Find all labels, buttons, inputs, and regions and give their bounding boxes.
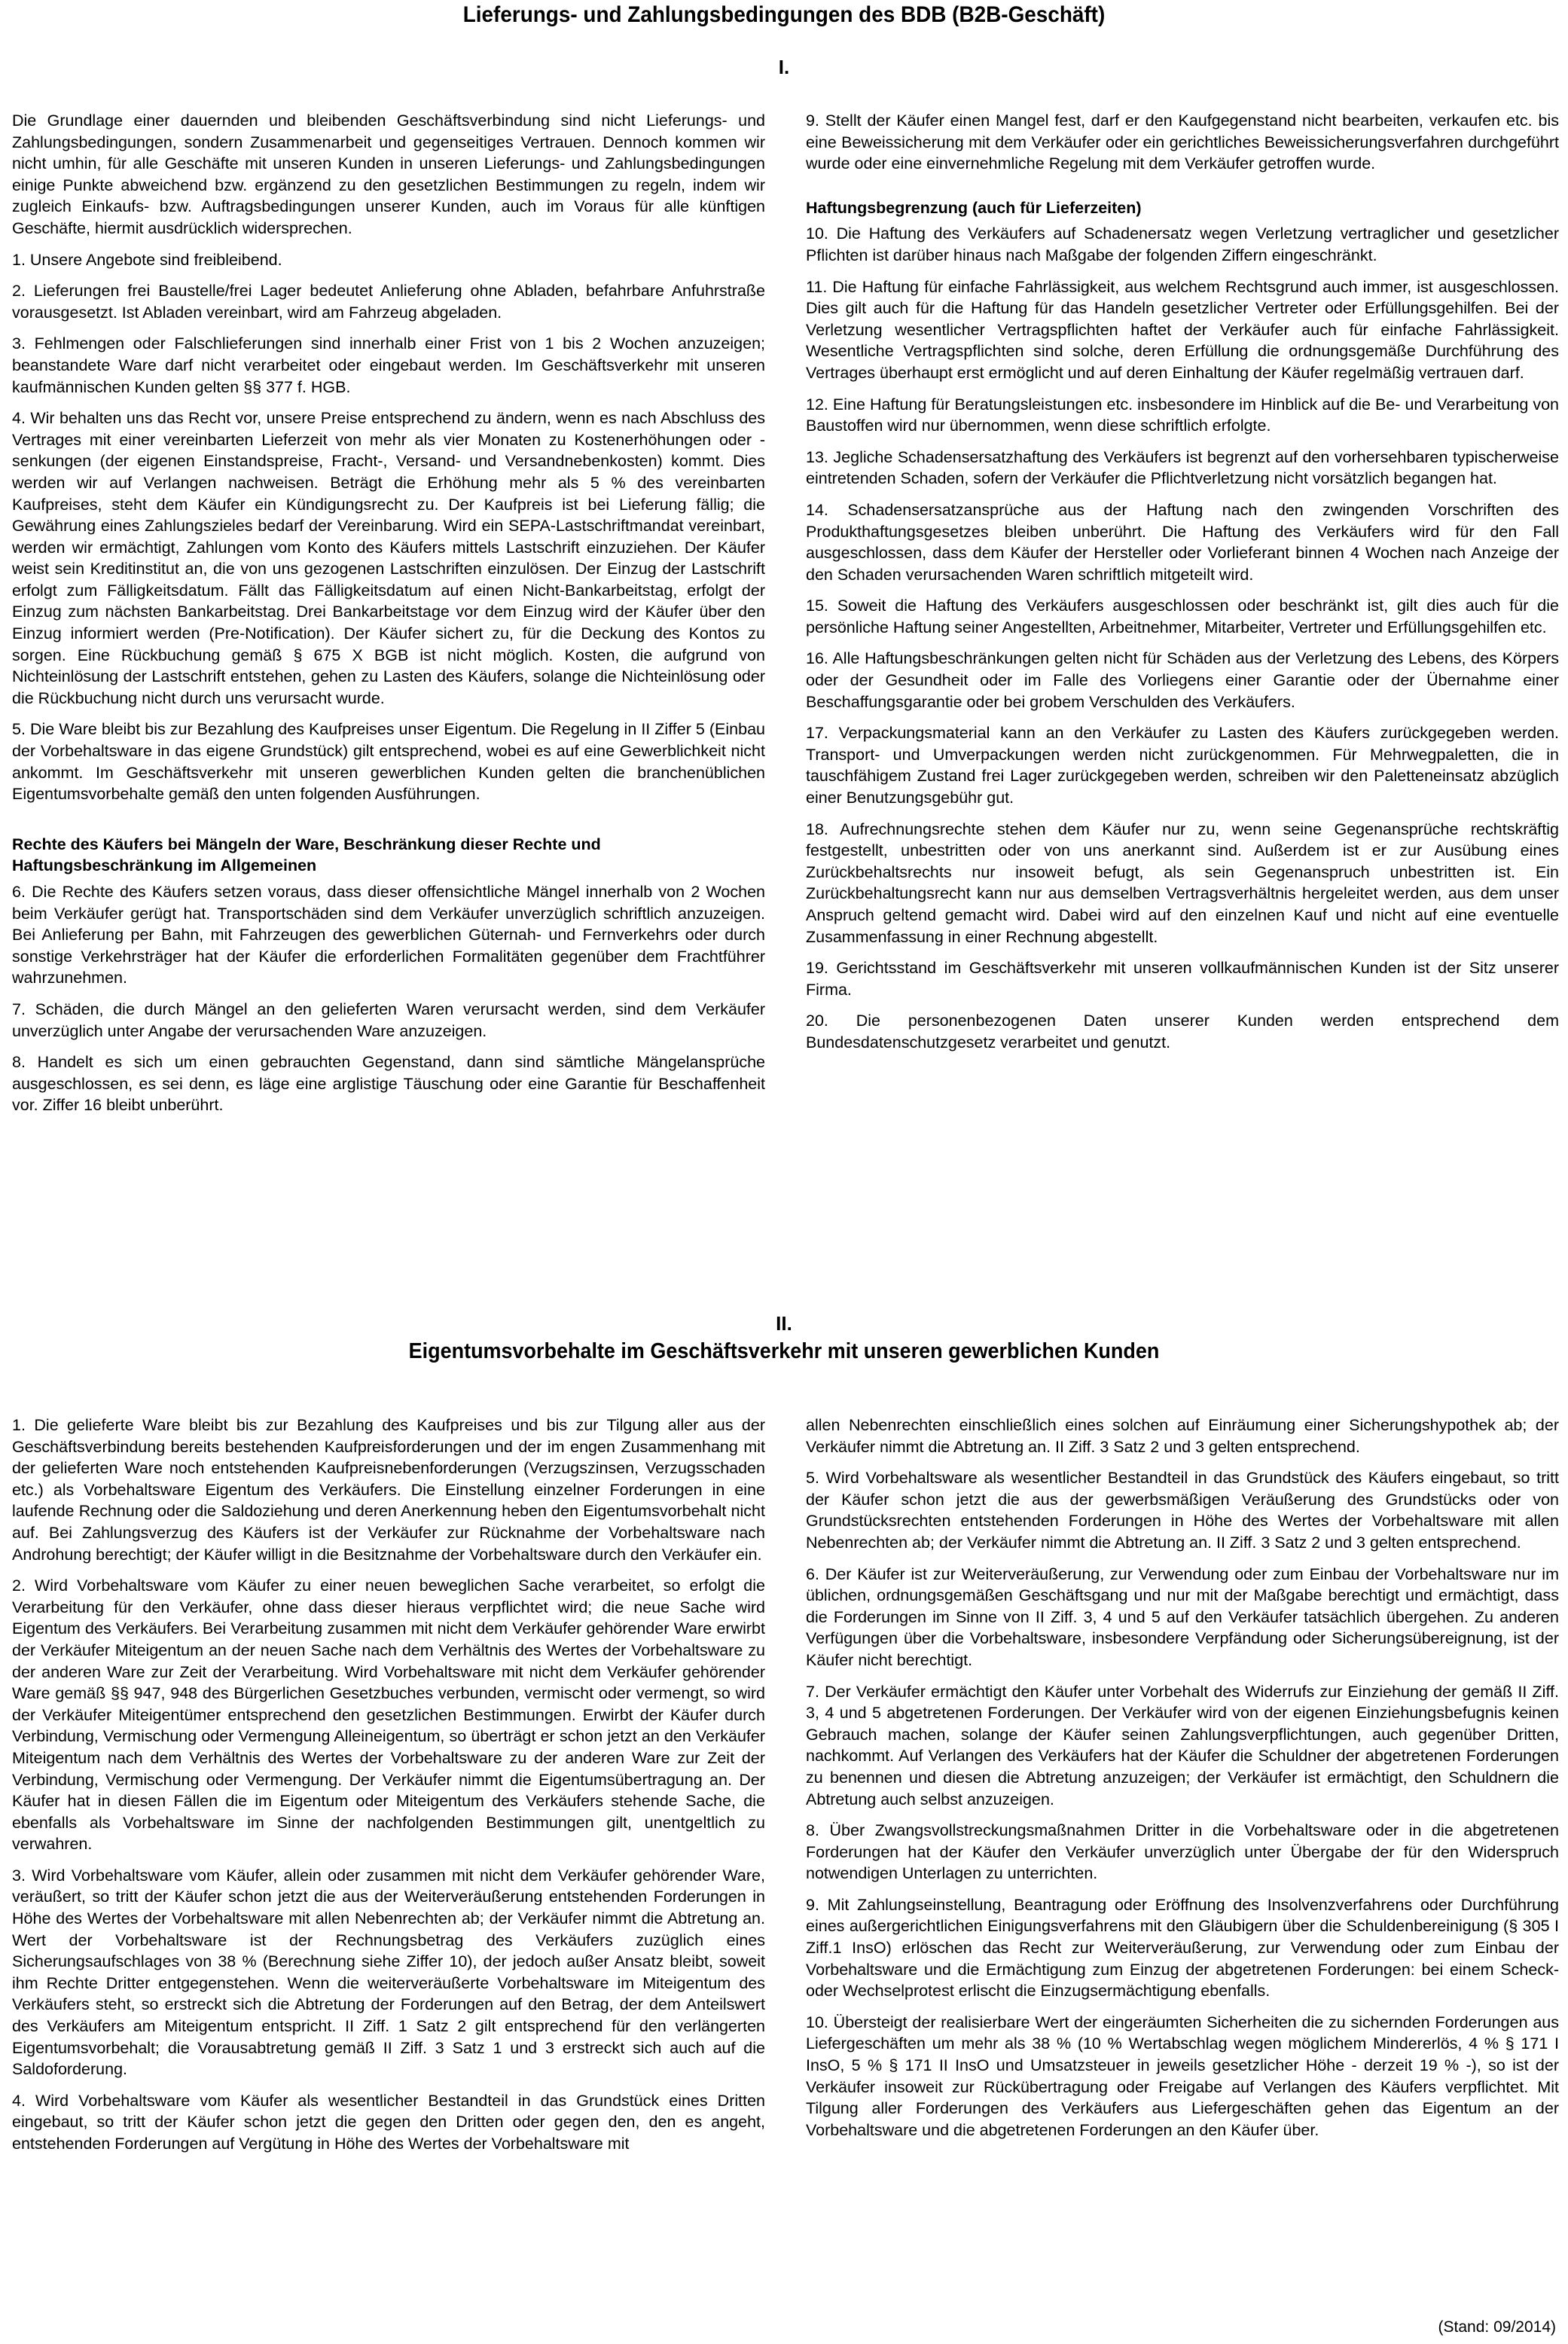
section-2-title: Eigentumsvorbehalte im Geschäftsverkehr mit unseren gewerblichen Kunden — [408, 1339, 1160, 1363]
ev-clause-9: 9. Mit Zahlungseinstellung, Beantragung oder Eröffnung des Insolvenzverfahrens oder Durchführung eines außergerichtlichen Einigungsverfahrens mit den Gläubigern über die Schuldenbereinigung (§ 305 I Ziff.1 InsO) erlöschen das Recht zur Weiterveräußerung, zur Verwendung oder zum Einbau der Vorbehaltsware und die Ermächtigung zum Einzug der abgetretenen Forderungen: bei einem Scheck- oder Wechselprotest erlischt die Einzugsermächtigung ebenfalls. — [806, 1895, 1559, 2001]
clause-4: 4. Wir behalten uns das Recht vor, unsere Preise entsprechend zu ändern, wenn es nach Abschluss des Vertrages mit einer vereinbarten Lieferzeit von mehr als vier Monaten zu Kostenerhöhungen oder -senkungen (der eigenen Einstandspreise, Fracht-, Versand- und Versandnebenkosten) kommt. Dies werden wir auf Verlangen nachweisen. Beträgt die Erhöhung mehr als 5 % des vereinbarten Kaufpreises, steht dem Käufer ein Kündigungsrecht zu. Der Kaufpreis ist bei Lieferung fällig; die Gewährung eines Zahlungszieles bedarf der Vereinbarung. Wird ein SEPA-Lastschriftmandat vereinbart, werden wir ermächtigt, Zahlungen vom Konto des Käufers mittels Lastschrift einzuziehen. Der Käufer weist sein Kreditinstitut an, die von uns gezogenen Lastschriften einzulösen. Der Einzug der Lastschrift erfolgt zum Fälligkeitsdatum. Fällt das Fälligkeitsdatum auf einen Nicht-Bankarbeitstag, erfolgt der Einzug zum nächsten Bankarbeitstag. Drei Bankarbeitstage vor dem Einzug wird der Käufer über den Einzug informiert werden (Pre-Notification). Der Käufer sichert zu, für die Deckung des Kontos zu sorgen. Eine Rückbuchung gemäß § 675 X BGB ist nicht möglich. Kosten, die aufgrund von Nichteinlösung der Lastschrift entstehen, gehen zu Lasten des Käufers, solange die Nichteinlösung oder die Rückbuchung nicht durch uns verursacht wurde. — [12, 409, 765, 707]
intro-paragraph: Die Grundlage einer dauernden und bleibenden Geschäftsverbindung sind nicht Lieferungs- und Zahlungsbedingungen, sondern Zusammenarbeit und gegenseitiges Vertrauen. Dennoch kommen wir nicht umhin, für alle Geschäfte mit unseren Kunden in unseren Lieferungs- und Zahlungsbedingungen einige Punkte abweichend bzw. ergänzend zu den gesetzlichen Bestimmungen zu regeln, indem wir zugleich Einkaufs- bzw. Auftragsbedingungen unserer Kunden, auch im Voraus für alle künftigen Geschäfte, hiermit ausdrücklich widersprechen. — [12, 111, 765, 237]
clause-2: 2. Lieferungen frei Baustelle/frei Lager bedeutet Anlieferung ohne Abladen, befahrbare Anfuhrstraße vorausgesetzt. Ist Abladen vereinbart, wird am Fahrzeug abgeladen. — [12, 282, 765, 322]
version-stamp: (Stand: 09/2014) — [1438, 2318, 1556, 2336]
ev-clause-2: 2. Wird Vorbehaltsware vom Käufer zu einer neuen beweglichen Sache verarbeitet, so erfolgt die Verarbeitung für den Verkäufer, ohne dass dieser hieraus verpflichtet wird; die neue Sache wird Eigentum des Verkäufers. Bei Verarbeitung zusammen mit nicht dem Verkäufer gehörender Ware erwirbt der Verkäufer Miteigentum an der neuen Sache nach dem Verhältnis des Wertes der Vorbehaltsware zu der anderen Ware zur Zeit der Verarbeitung. Wird Vorbehaltsware mit nicht dem Verkäufer gehörender Ware gemäß §§ 947, 948 des Bürgerlichen Gesetzbuches verbunden, vermischt oder vermengt, so wird der Verkäufer Miteigentümer entsprechend den gesetzlichen Bestimmungen. Erwirbt der Käufer durch Verbindung, Vermischung oder Vermengung Alleineigentum, so überträgt er schon jetzt an den Verkäufer Miteigentum nach dem Verhältnis des Wertes der Vorbehaltsware zu der anderen Ware zur Zeit der Verbindung, Vermischung oder Vermengung. Der Verkäufer nimmt die Eigentumsübertragung an. Der Käufer hat in diesen Fällen die im Eigentum oder Miteigentum des Verkäufers stehende Sache, die ebenfalls als Vorbehaltsware im Sinne der nachfolgenden Bestimmungen gilt, unentgeltlich zu verwahren. — [12, 1576, 765, 1854]
clause-14: 14. Schadensersatzansprüche aus der Haftung nach den zwingenden Vorschriften des Produkthaftungsgesetzes bleiben unberührt. Die Haftung des Verkäufers wird für den Fall ausgeschlossen, dass dem Käufer der Hersteller oder Vorlieferant binnen 4 Wochen nach Anzeige der den Schaden verursachenden Waren schriftlich mitgeteilt wird. — [806, 500, 1559, 584]
clause-6: 6. Die Rechte des Käufers setzen voraus, dass dieser offensichtliche Mängel innerhalb von 2 Wochen beim Verkäufer gerügt hat. Transportschäden sind dem Verkäufer unverzüglich schriftlich anzuzeigen. Bei Anlieferung per Bahn, mit Fahrzeugen des gewerblichen Güternah- und Fernverkehrs oder durch sonstige Verkehrsträger hat der Käufer die erforderlichen Formalitäten gegenüber dem Frachtführer wahrzunehmen. — [12, 883, 765, 987]
clause-13: 13. Jegliche Schadensersatzhaftung des Verkäufers ist begrenzt auf den vorhersehbaren typischerweise eintretenden Schaden, sofern der Verkäufer die Pflichtverletzung nicht vorsätzlich begangen hat. — [806, 447, 1559, 488]
clause-19: 19. Gerichtsstand im Geschäftsverkehr mit unseren vollkaufmännischen Kunden ist der Sitz unserer Firma. — [806, 959, 1559, 999]
clause-12: 12. Eine Haftung für Beratungsleistungen etc. insbesondere im Hinblick auf die Be- und Verarbeitung von Baustoffen wird nur übernommen, wenn diese schriftlich erfolgte. — [806, 395, 1559, 435]
heading-maengelrechte: Rechte des Käufers bei Mängeln der Ware, Beschränkung dieser Rechte und Haftungsbeschränkung im Allgemeinen — [12, 835, 601, 875]
clause-15: 15. Soweit die Haftung des Verkäufers ausgeschlossen oder beschränkt ist, gilt dies auch für die persönliche Haftung seiner Angestellten, Arbeitnehmer, Mitarbeiter, Vertreter und Erfüllungsgehilfen etc. — [806, 597, 1559, 636]
ev-clause-10: 10. Übersteigt der realisierbare Wert der eingeräumten Sicherheiten die zu sichernden Forderungen aus Liefergeschäften um mehr als 38 % (10 % Wertabschlag wegen möglichem Mindererlös, 4 % § 171 I InsO, 5 % § 171 II InsO und Umsatzsteuer in jeweils gesetzlicher Höhe - derzeit 19 % -), so ist der Verkäufer insoweit zur Rückübertragung oder Freigabe auf Verlangen des Käufers verpflichtet. Mit Tilgung aller Forderungen des Verkäufers aus Liefergeschäften gehen das Eigentum an der Vorbehaltsware und die abgetretenen Forderungen an den Käufer über. — [806, 2013, 1559, 2139]
clause-5: 5. Die Ware bleibt bis zur Bezahlung des Kaufpreises unser Eigentum. Die Regelung in II Ziffer 5 (Einbau der Vorbehaltsware in das eigene Grundstück) gilt entsprechend, wobei es auf eine Gewerblichkeit nicht ankommt. Im Geschäftsverkehr mit unseren gewerblichen Kunden gelten die branchenüblichen Eigentumsvorbehalte gemäß den unten folgenden Ausführungen. — [12, 720, 765, 804]
ev-clause-6: 6. Der Käufer ist zur Weiterveräußerung, zur Verwendung oder zum Einbau der Vorbehaltsware nur im üblichen, ordnungsgemäßen Geschäftsgang und nur mit der Maßgabe berechtigt und ermächtigt, dass die Forderungen im Sinne von II Ziff. 3, 4 und 5 auf den Verkäufer tatsächlich übergehen. Zu anderen Verfügungen über die Vorbehaltsware, insbesondere Verpfändung oder Sicherungsübereignung, ist der Käufer nicht berechtigt. — [806, 1564, 1559, 1669]
clause-10: 10. Die Haftung des Verkäufers auf Schadenersatz wegen Verletzung vertraglicher und gesetzlicher Pflichten ist darüber hinaus nach Maßgabe der folgenden Ziffern eingeschränkt. — [806, 224, 1559, 264]
ev-clause-4-continued: allen Nebenrechten einschließlich eines solchen auf Einräumung einer Sicherungshypothek ab; der Verkäufer nimmt die Abtretung an. II Ziff. 3 Satz 2 und 3 gelten entsprechend. — [806, 1416, 1559, 1456]
ev-clause-8: 8. Über Zwangsvollstreckungsmaßnahmen Dritter in die Vorbehaltsware oder in die abgetretenen Forderungen hat der Käufer den Verkäufer unverzüglich unter Übergabe der für den Widerspruch notwendigen Unterlagen zu unterrichten. — [806, 1821, 1559, 1883]
section-2-number: II. — [776, 1312, 792, 1335]
section-1-number: I. — [778, 56, 790, 78]
clause-20: 20. Die personenbezogenen Daten unserer Kunden werden entsprechend dem Bundesdatenschutzgesetz verarbeitet und genutzt. — [806, 1012, 1559, 1051]
document-title: Lieferungs- und Zahlungsbedingungen des BDB (B2B-Geschäft) — [462, 2, 1106, 27]
section-1-right-column — [806, 110, 1559, 1064]
section-2-left-column — [12, 1415, 765, 2165]
clause-16: 16. Alle Haftungsbeschränkungen gelten nicht für Schäden aus der Verletzung des Lebens, des Körpers oder der Gesundheit oder im Falle des Vorliegens einer Garantie oder der Übernahme einer Beschaffungsgarantie oder bei grobem Verschulden des Verkäufers. — [806, 649, 1559, 711]
section-2-right-column — [806, 1415, 1559, 2150]
clause-18: 18. Aufrechnungsrechte stehen dem Käufer nur zu, wenn seine Gegenansprüche rechtskräftig festgestellt, unbestritten oder von uns anerkannt sind. Außerdem ist er zur Ausübung eines Zurückbehaltsrechts nur insoweit befugt, als sein Gegenanspruch unbestritten ist. Ein Zurückbehaltungsrecht kann nur aus demselben Vertragsverhältnis hergeleitet werden, aus dem unser Anspruch geltend gemacht wird. Dabei wird auf den einzelnen Kauf und nicht auf eine eventuelle Zusammenfassung in einer Rechnung abgestellt. — [806, 819, 1559, 946]
clause-9: 9. Stellt der Käufer einen Mangel fest, darf er den Kaufgegenstand nicht bearbeiten, verkaufen etc. bis eine Beweissicherung mit dem Verkäufer oder ein gerichtliches Beweissicherungsverfahren durchgeführt wurde oder eine einvernehmliche Regelung mit dem Verkäufer getroffen wurde. — [806, 111, 1559, 173]
ev-clause-7: 7. Der Verkäufer ermächtigt den Käufer unter Vorbehalt des Widerrufs zur Einziehung der gemäß II Ziff. 3, 4 und 5 abgetretenen Forderungen. Der Verkäufer wird von der eigenen Einziehungsbefugnis keinen Gebrauch machen, solange der Käufer seinen Zahlungsverpflichtungen, auch gegenüber Dritten, nachkommt. Auf Verlangen des Verkäufers hat der Käufer die Schuldner der abgetretenen Forderungen zu benennen und diesen die Abtretung anzuzeigen; der Verkäufer ist ermächtigt, den Schuldnern die Abtretung auch selbst anzuzeigen. — [806, 1682, 1559, 1808]
clause-7: 7. Schäden, die durch Mängel an den gelieferten Waren verursacht werden, sind dem Verkäufer unverzüglich unter Angabe der verursachenden Ware anzuzeigen. — [12, 1000, 765, 1040]
heading-haftungsbegrenzung: Haftungsbegrenzung (auch für Lieferzeiten) — [806, 198, 1142, 217]
clause-1: 1. Unsere Angebote sind freibleibend. — [12, 250, 282, 269]
ev-clause-5: 5. Wird Vorbehaltsware als wesentlicher Bestandteil in das Grundstück des Käufers eingebaut, so tritt der Käufer schon jetzt die aus der gewerbsmäßigen Veräußerung des Grundstücks oder von Grundstücksrechten entstehenden Forderungen in Höhe des Wertes der Vorbehaltsware mit allen Nebenrechten ab; der Verkäufer nimmt die Abtretung an. II Ziff. 3 Satz 2 und 3 gelten entsprechend. — [806, 1469, 1559, 1552]
ev-clause-3: 3. Wird Vorbehaltsware vom Käufer, allein oder zusammen mit nicht dem Verkäufer gehörender Ware, veräußert, so tritt der Käufer schon jetzt die aus der Weiterveräußerung entstehenden Forderungen in Höhe des Wertes der Vorbehaltsware mit allen Nebenrechten ab; der Verkäufer nimmt die Abtretung an. Wert der Vorbehaltsware ist der Rechnungsbetrag des Verkäufers zuzüglich eines Sicherungsaufschlages von 38 % (Berechnung siehe Ziffer 10), der jedoch außer Ansatz bleibt, soweit ihm Rechte Dritter entgegenstehen. Wenn die weiterveräußerte Vorbehaltsware im Miteigentum des Verkäufers steht, so erstreckt sich die Abtretung der Forderungen auf den Betrag, der dem Anteilswert des Verkäufers am Miteigentum entspricht. II Ziff. 1 Satz 2 gilt entsprechend für den verlängerten Eigentumsvorbehalt; die Vorausabtretung gemäß II Ziff. 3 Satz 1 und 3 erstreckt sich auch auf die Saldoforderung. — [12, 1866, 765, 2079]
ev-clause-1: 1. Die gelieferte Ware bleibt bis zur Bezahlung des Kaufpreises und bis zur Tilgung aller aus der Geschäftsverbindung bereits bestehenden Kaufpreisforderungen und der im engen Zusammenhang mit der gelieferten Ware noch entstehenden Kaufpreisnebenforderungen (Verzugszinsen, Verzugsschaden etc.) als Vorbehaltsware Eigentum des Verkäufers. Die Einstellung einzelner Forderungen in eine laufende Rechnung oder die Saldoziehung und deren Anerkennung heben den Eigentumsvorbehalt nicht auf. Bei Zahlungsverzug des Käufers ist der Verkäufer zur Rücknahme der Vorbehaltsware nach Androhung berechtigt; der Käufer willigt in die Besitznahme der Vorbehaltsware durch den Verkäufer ein. — [12, 1416, 765, 1564]
clause-17: 17. Verpackungsmaterial kann an den Verkäufer zu Lasten des Käufers zurückgegeben werden. Transport- und Umverpackungen werden nicht zurückgenommen. Für Mehrwegpaletten, die in tauschfähigem Zustand frei Lager zurückgegeben werden, schreiben wir den Paletteneinsatz abzüglich einer Benutzungsgebühr gut. — [806, 724, 1559, 807]
ev-clause-4: 4. Wird Vorbehaltsware vom Käufer als wesentlicher Bestandteil in das Grundstück eines Dritten eingebaut, so tritt der Käufer schon jetzt die gegen den Dritten oder gegen den, den es angeht, entstehenden Forderungen auf Vergütung in Höhe des Wertes der Vorbehaltsware mit — [12, 2091, 765, 2153]
section-1-left-column — [12, 110, 765, 1126]
clause-8: 8. Handelt es sich um einen gebrauchten Gegenstand, dann sind sämtliche Mängelansprüche ausgeschlossen, es sei denn, es läge eine arglistige Täuschung oder eine Garantie für Beschaffenheit vor. Ziffer 16 bleibt unberührt. — [12, 1053, 765, 1115]
clause-3: 3. Fehlmengen oder Falschlieferungen sind innerhalb einer Frist von 1 bis 2 Wochen anzuzeigen; beanstandete Ware darf nicht verarbeitet oder eingebaut werden. Im Geschäftsverkehr mit unseren kaufmännischen Kunden gelten §§ 377 f. HGB. — [12, 334, 765, 396]
clause-11: 11. Die Haftung für einfache Fahrlässigkeit, aus welchem Rechtsgrund auch immer, ist ausgeschlossen. Dies gilt auch für die Haftung für das Handeln gesetzlicher Vertreter oder Erfüllungsgehilfen. Bei der Verletzung wesentlicher Vertragspflichten haftet der Verkäufer auch für einfache Fahrlässigkeit. Wesentliche Vertragspflichten sind solche, deren Erfüllung die ordnungsgemäße Durchführung des Vertrages überhaupt erst ermöglicht und auf deren Einhaltung der Käufer regelmäßig vertrauen darf. — [806, 277, 1559, 382]
